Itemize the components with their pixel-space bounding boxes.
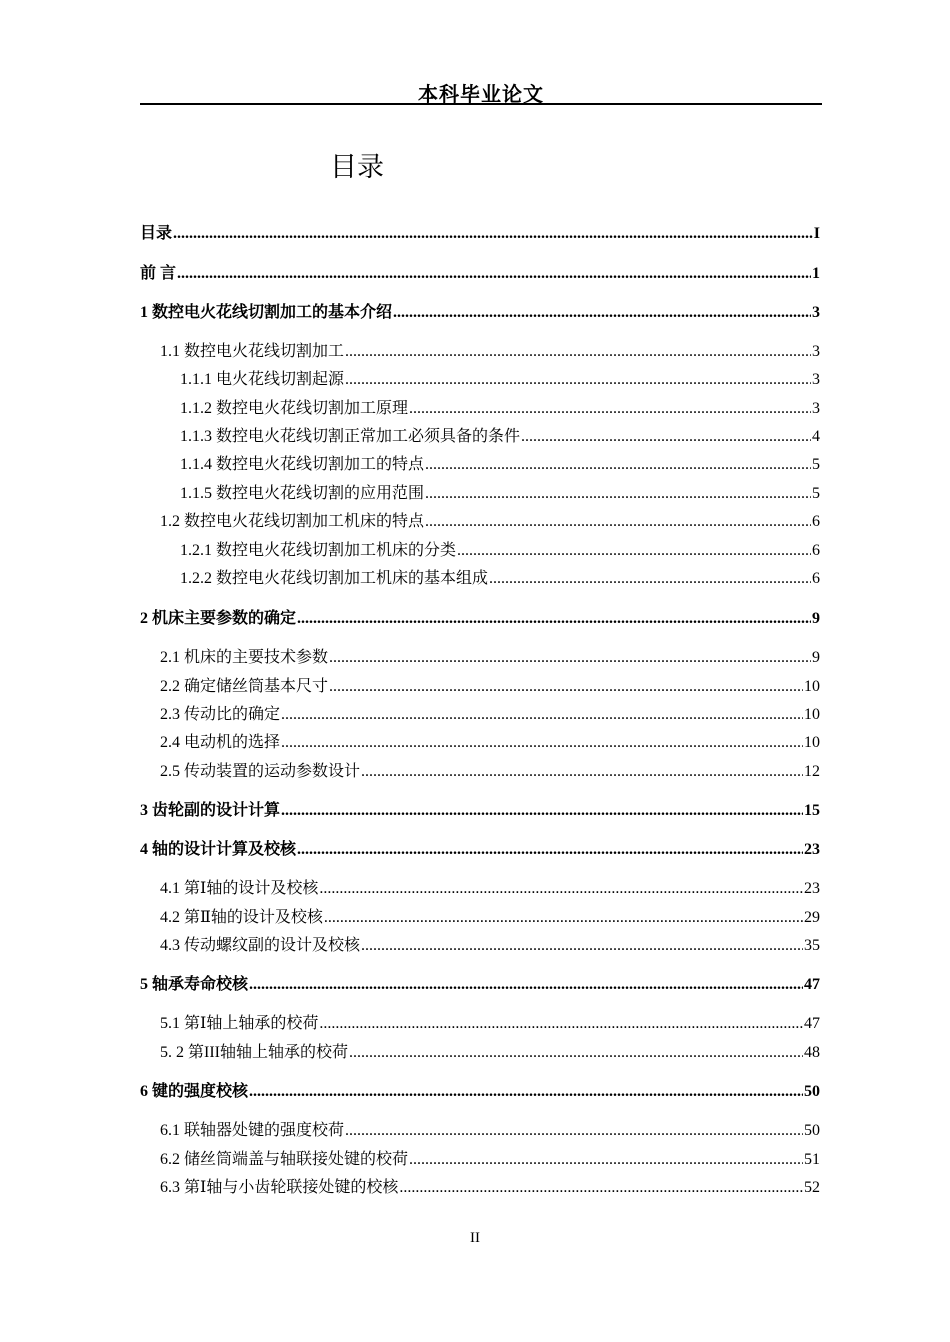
toc-entry-label: 目录 — [140, 225, 173, 242]
toc-entry-page: 3 — [812, 400, 820, 417]
toc-leader-dots — [345, 371, 811, 389]
toc-entry-label: 1.2.2 数控电火花线切割加工机床的基本组成 — [180, 570, 489, 587]
toc-entry[interactable] — [180, 395, 820, 419]
toc-entry-label: 1.1.3 数控电火花线切割正常加工必须具备的条件 — [180, 428, 521, 445]
toc-entry-page: 23 — [804, 880, 820, 897]
toc-leader-dots — [173, 225, 813, 243]
toc-entry[interactable] — [140, 260, 820, 284]
toc-entry-page: 15 — [804, 802, 820, 819]
toc-entry[interactable] — [140, 971, 820, 995]
toc-entry[interactable] — [160, 1146, 820, 1170]
toc-entry-label: 1.1.2 数控电火花线切割加工原理 — [180, 400, 409, 417]
toc-entry[interactable] — [160, 1010, 820, 1034]
toc-entry-label: 2.5 传动装置的运动参数设计 — [160, 763, 361, 780]
toc-entry-page: 5 — [812, 485, 820, 502]
toc-entry-page: 6 — [812, 570, 820, 587]
toc-leader-dots — [399, 1179, 803, 1197]
toc-entry-page: 3 — [812, 371, 820, 388]
toc-leader-dots — [281, 706, 803, 724]
toc-leader-dots — [409, 1151, 803, 1169]
toc-entry[interactable] — [160, 904, 820, 928]
toc-title: 目录 — [330, 152, 384, 183]
toc-entry-page: 6 — [812, 542, 820, 559]
toc-entry-label: 3 齿轮副的设计计算 — [140, 802, 281, 819]
toc-entry-label: 4 轴的设计计算及校核 — [140, 841, 297, 858]
toc-entry-page: 50 — [804, 1122, 820, 1139]
toc-entry-page: 23 — [804, 841, 820, 858]
toc-entry-page: 9 — [812, 649, 820, 666]
toc-entry[interactable] — [160, 758, 820, 782]
toc-leader-dots — [425, 456, 811, 474]
toc-entry[interactable] — [180, 366, 820, 390]
toc-entry-page: I — [813, 225, 820, 242]
toc-leader-dots — [249, 976, 803, 994]
toc-leader-dots — [281, 734, 803, 752]
toc-entry[interactable] — [140, 299, 820, 323]
toc-entry-label: 2.2 确定储丝筒基本尺寸 — [160, 678, 329, 695]
toc-leader-dots — [349, 1044, 803, 1062]
toc-leader-dots — [297, 610, 811, 628]
toc-entry[interactable] — [180, 423, 820, 447]
toc-entry-page: 47 — [804, 1015, 820, 1032]
toc-entry-label: 2.4 电动机的选择 — [160, 734, 281, 751]
toc-leader-dots — [521, 428, 811, 446]
toc-entry-page: 52 — [804, 1179, 820, 1196]
toc-leader-dots — [361, 763, 803, 781]
toc-entry[interactable] — [140, 605, 820, 629]
toc-entry-page: 47 — [804, 976, 820, 993]
toc-leader-dots — [489, 570, 811, 588]
toc-leader-dots — [409, 400, 811, 418]
toc-leader-dots — [324, 909, 803, 927]
toc-entry-label: 6.1 联轴器处键的强度校荷 — [160, 1122, 345, 1139]
toc-entry[interactable] — [160, 644, 820, 668]
toc-leader-dots — [361, 937, 803, 955]
toc-entry-page: 3 — [812, 304, 820, 321]
toc-entry[interactable] — [180, 565, 820, 589]
toc-entry[interactable] — [160, 673, 820, 697]
toc-entry-label: 2.3 传动比的确定 — [160, 706, 281, 723]
toc-entry-page: 5 — [812, 456, 820, 473]
toc-entry-label: 前 言 — [140, 265, 177, 282]
toc-entry-page: 3 — [812, 343, 820, 360]
toc-entry[interactable] — [140, 220, 820, 244]
toc-entry-label: 1.1 数控电火花线切割加工 — [160, 343, 345, 360]
toc-entry-page: 12 — [804, 763, 820, 780]
toc-leader-dots — [249, 1083, 803, 1101]
toc-entry-page: 29 — [804, 909, 820, 926]
toc-entry[interactable] — [160, 729, 820, 753]
toc-entry[interactable] — [160, 1174, 820, 1198]
toc-leader-dots — [329, 649, 811, 667]
toc-entry[interactable] — [140, 797, 820, 821]
toc-entry[interactable] — [160, 1117, 820, 1141]
toc-leader-dots — [319, 1015, 803, 1033]
toc-entry-label: 1.2 数控电火花线切割加工机床的特点 — [160, 513, 425, 530]
toc-leader-dots — [329, 678, 803, 696]
header-rule — [140, 103, 822, 105]
toc-entry-label: 1.1.4 数控电火花线切割加工的特点 — [180, 456, 425, 473]
toc-entry-page: 51 — [804, 1151, 820, 1168]
toc-entry-page: 50 — [804, 1083, 820, 1100]
toc-entry-label: 5.1 第Ⅰ轴上轴承的校荷 — [160, 1015, 319, 1032]
toc-leader-dots — [425, 513, 811, 531]
toc-entry[interactable] — [160, 932, 820, 956]
toc-entry-label: 6.3 第Ⅰ轴与小齿轮联接处键的校核 — [160, 1179, 399, 1196]
toc-entry-page: 10 — [804, 734, 820, 751]
toc-entry-page: 4 — [812, 428, 820, 445]
toc-entry[interactable] — [160, 1039, 820, 1063]
toc-entry[interactable] — [160, 508, 820, 532]
toc-entry-label: 2 机床主要参数的确定 — [140, 610, 297, 627]
toc-leader-dots — [425, 485, 811, 503]
toc-entry[interactable] — [180, 537, 820, 561]
toc-entry-label: 4.2 第Ⅱ轴的设计及校核 — [160, 909, 323, 926]
toc-leader-dots — [345, 343, 811, 361]
toc-leader-dots — [319, 880, 803, 898]
toc-entry[interactable] — [160, 338, 820, 362]
toc-leader-dots — [297, 841, 803, 859]
toc-entry[interactable] — [160, 701, 820, 725]
toc-entry[interactable] — [180, 480, 820, 504]
toc-entry[interactable] — [140, 836, 820, 860]
toc-leader-dots — [457, 542, 811, 560]
toc-entry-label: 1.1.5 数控电火花线切割的应用范围 — [180, 485, 425, 502]
toc-entry[interactable] — [180, 451, 820, 475]
toc-entry-page: 35 — [804, 937, 820, 954]
toc-entry-label: 6.2 储丝筒端盖与轴联接处键的校荷 — [160, 1151, 409, 1168]
toc-entry[interactable] — [140, 1078, 820, 1102]
toc-entry-label: 1 数控电火花线切割加工的基本介绍 — [140, 304, 393, 321]
toc-entry-label: 4.1 第Ⅰ轴的设计及校核 — [160, 880, 319, 897]
toc-entry-label: 6 键的强度校核 — [140, 1083, 249, 1100]
toc-entry-page: 1 — [812, 265, 820, 282]
header-title: 本科毕业论文 — [418, 82, 544, 106]
toc-entry-label: 2.1 机床的主要技术参数 — [160, 649, 329, 666]
toc-entry-label: 5 轴承寿命校核 — [140, 976, 249, 993]
toc-entry-page: 10 — [804, 706, 820, 723]
page-number: II — [470, 1230, 480, 1246]
toc-entry-page: 48 — [804, 1044, 820, 1061]
toc-entry-page: 10 — [804, 678, 820, 695]
toc-entry-label: 1.2.1 数控电火花线切割加工机床的分类 — [180, 542, 457, 559]
toc-entry-label: 5. 2 第III轴轴上轴承的校荷 — [160, 1044, 348, 1061]
toc-leader-dots — [393, 304, 811, 322]
toc-leader-dots — [345, 1122, 803, 1140]
toc-entry[interactable] — [160, 875, 820, 899]
toc-entry-page: 6 — [812, 513, 820, 530]
toc-leader-dots — [177, 265, 811, 283]
toc-entry-page: 9 — [812, 610, 820, 627]
toc-entry-label: 1.1.1 电火花线切割起源 — [180, 371, 345, 388]
toc-leader-dots — [281, 802, 803, 820]
toc-entry-label: 4.3 传动螺纹副的设计及校核 — [160, 937, 361, 954]
